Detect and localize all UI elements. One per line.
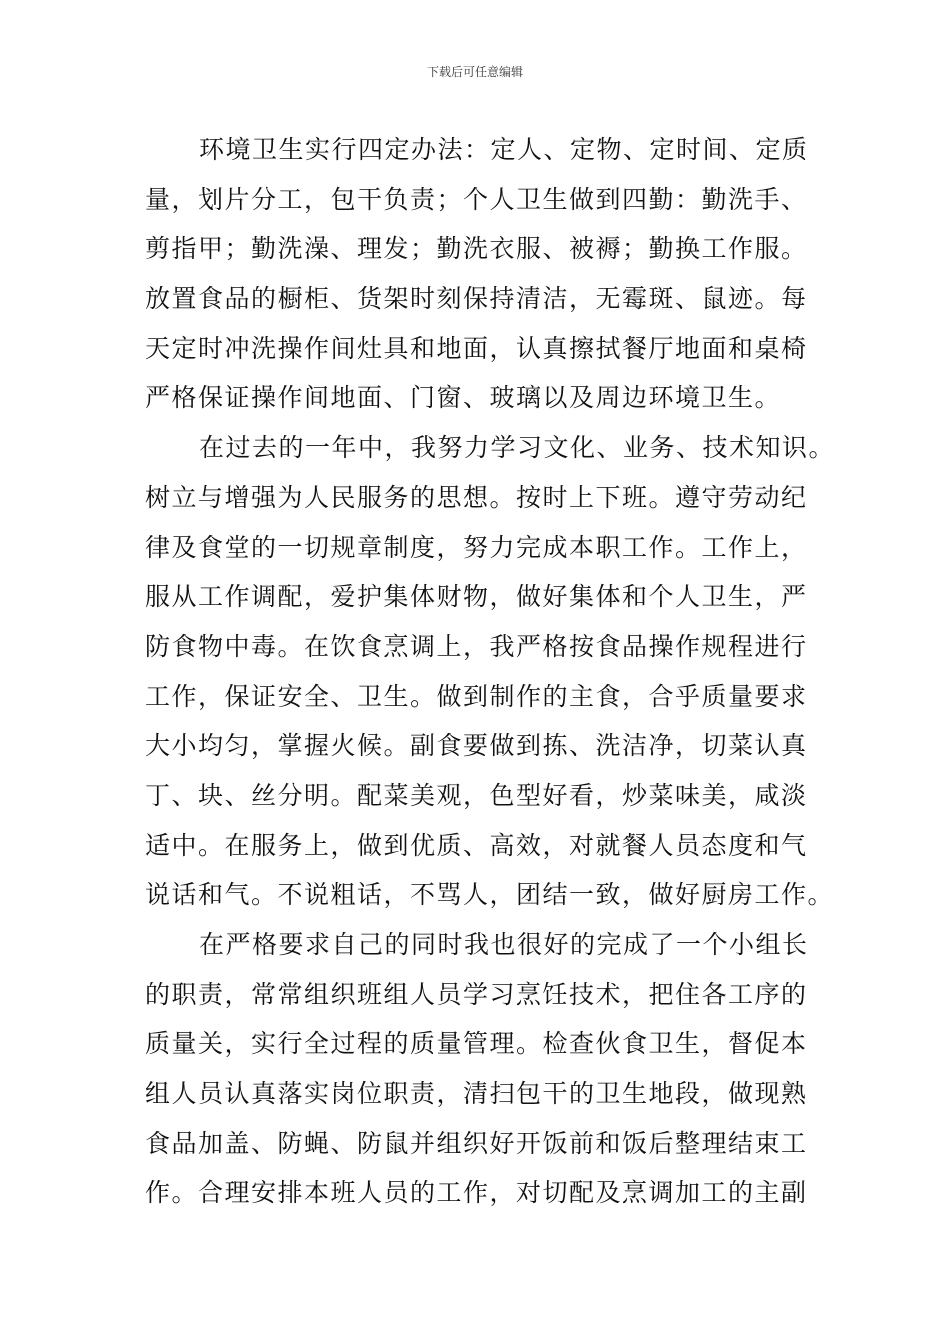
- page-header: 下载后可任意编辑: [426, 65, 523, 79]
- paragraph-line: 大小均匀，掌握火候。副食要做到拣、洗洁净，切菜认真: [145, 731, 808, 761]
- paragraph-line: 适中。在服务上，做到优质、高效，对就餐人员态度和气: [145, 830, 808, 860]
- paragraph-line: 严格保证操作间地面、门窗、玻璃以及周边环境卫生。: [145, 383, 782, 413]
- paragraph-line: 剪指甲；勤洗澡、理发；勤洗衣服、被褥；勤换工作服。: [145, 234, 808, 264]
- paragraph-line: 工作，保证安全、卫生。做到制作的主食，合乎质量要求: [145, 681, 808, 711]
- paragraph-line: 丁、块、丝分明。配菜美观，色型好看，炒菜味美，咸淡: [145, 780, 808, 810]
- paragraph-line: 服从工作调配，爱护集体财物，做好集体和个人卫生，严: [145, 582, 808, 612]
- paragraph-line: 食品加盖、防蝇、防鼠并组织好开饭前和饭后整理结束工: [145, 1128, 808, 1158]
- paragraph-line: 的职责，常常组织班组人员学习烹饪技术，把住各工序的: [145, 979, 808, 1009]
- paragraph-line: 树立与增强为人民服务的思想。按时上下班。遵守劳动纪: [145, 482, 808, 512]
- document-body: [145, 125, 835, 1218]
- paragraph-line: 防食物中毒。在饮食烹调上，我严格按食品操作规程进行: [145, 631, 808, 661]
- paragraph-line: 天定时冲洗操作间灶具和地面，认真擦拭餐厅地面和桌椅: [145, 333, 808, 363]
- paragraph-line: 量，划片分工，包干负责；个人卫生做到四勤：勤洗手、: [145, 184, 808, 214]
- paragraph-line: 说话和气。不说粗话，不骂人，团结一致，做好厨房工作。: [145, 880, 835, 910]
- paragraph-line: 律及食堂的一切规章制度，努力完成本职工作。工作上，: [145, 532, 808, 562]
- paragraph-line: 质量关，实行全过程的质量管理。检查伙食卫生，督促本: [145, 1029, 808, 1059]
- paragraph-line: 放置食品的橱柜、货架时刻保持清洁，无霉斑、鼠迹。每: [145, 284, 808, 314]
- paragraph-line: 组人员认真落实岗位职责，清扫包干的卫生地段，做现熟: [145, 1079, 808, 1109]
- paragraph-line: 作。合理安排本班人员的工作，对切配及烹调加工的主副: [145, 1178, 808, 1208]
- paragraph-line: 环境卫生实行四定办法：定人、定物、定时间、定质: [199, 135, 809, 164]
- paragraph-line: 在过去的一年中，我努力学习文化、业务、技术知识。: [199, 433, 836, 463]
- paragraph-line: 在严格要求自己的同时我也很好的完成了一个小组长: [199, 930, 809, 959]
